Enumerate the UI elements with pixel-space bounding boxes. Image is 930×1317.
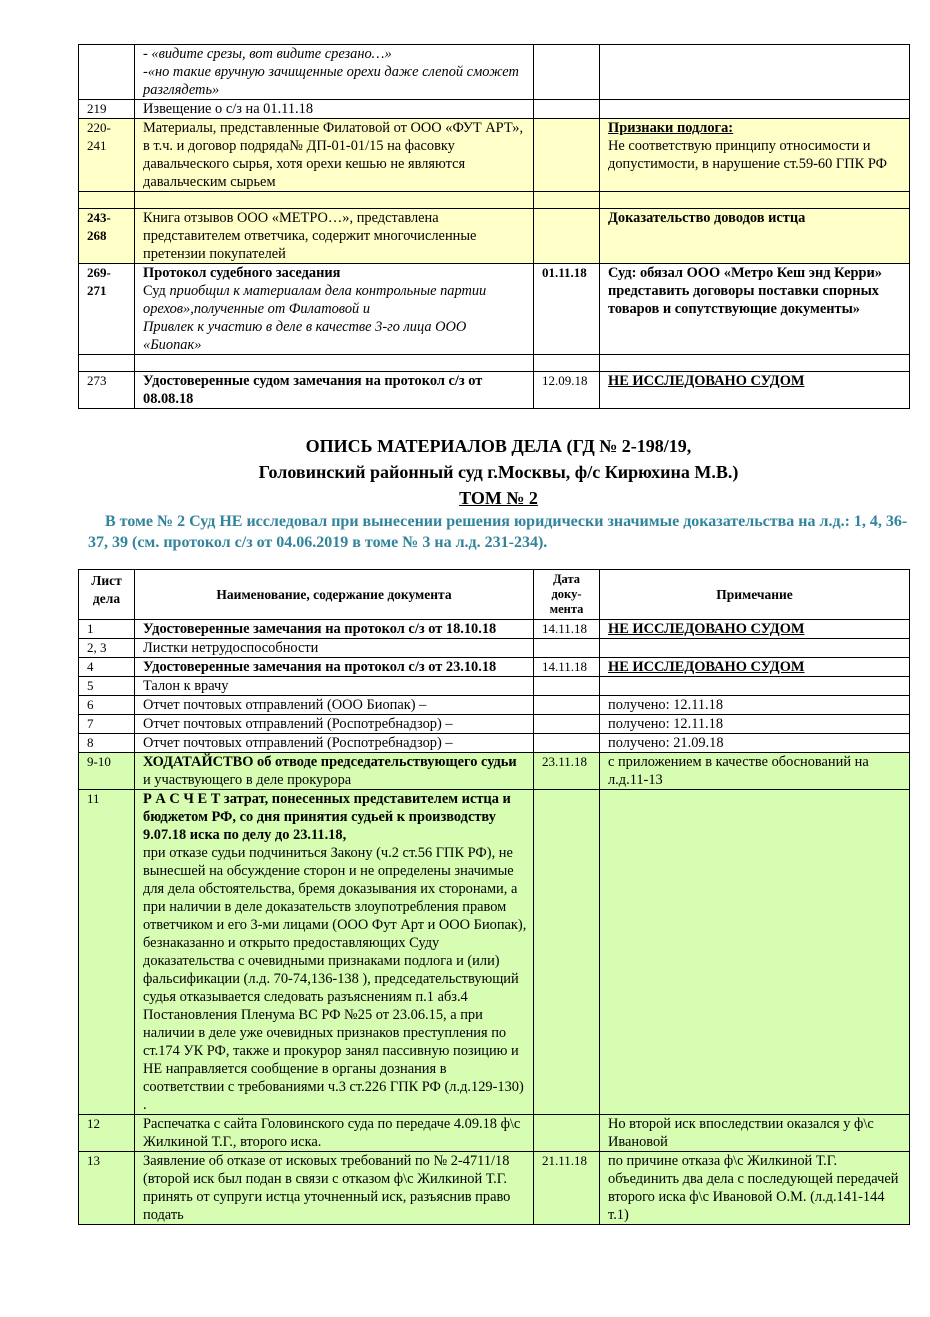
quote-line: - «видите срезы, вот видите срезано…» bbox=[143, 46, 392, 62]
quote-line: -«но такие вручную зачищенные орехи даже слепой сможет разглядеть» bbox=[143, 64, 519, 98]
table-row bbox=[79, 45, 910, 100]
row-num: 269-271 bbox=[79, 264, 135, 355]
table-row bbox=[79, 1115, 910, 1152]
table-row bbox=[79, 658, 910, 677]
header-note: Примечание bbox=[600, 570, 910, 620]
table-row bbox=[79, 753, 910, 790]
content-text-italic: Привлек к участию в деле в качестве 3-го лица ООО «Биопак» bbox=[143, 319, 467, 353]
row-num: 13 bbox=[79, 1152, 135, 1225]
row-num: 1 bbox=[79, 620, 135, 639]
row-content: Талон к врачу bbox=[135, 677, 534, 696]
row-date bbox=[534, 209, 600, 264]
row-note bbox=[600, 45, 910, 100]
row-note: получено: 12.11.18 bbox=[600, 696, 910, 715]
row-num: 9-10 bbox=[79, 753, 135, 790]
table-row bbox=[79, 620, 910, 639]
row-num: 4 bbox=[79, 658, 135, 677]
content-text-italic: приобщил к материалам дела контрольные партии орехов»,полученные от Филатовой и bbox=[143, 283, 487, 317]
row-date: 14.11.18 bbox=[534, 620, 600, 639]
table-row bbox=[79, 677, 910, 696]
row-num: 6 bbox=[79, 696, 135, 715]
row-date bbox=[534, 639, 600, 658]
row-note: НЕ ИССЛЕДОВАНО СУДОМ bbox=[600, 658, 910, 677]
header-num: Лист дела bbox=[79, 570, 135, 620]
table-row bbox=[79, 790, 910, 1115]
row-num: 2, 3 bbox=[79, 639, 135, 658]
row-date bbox=[534, 100, 600, 119]
table-row bbox=[79, 715, 910, 734]
row-note bbox=[600, 100, 910, 119]
row-content: Отчет почтовых отправлений (Роспотребнадзор) – bbox=[135, 715, 534, 734]
table-row bbox=[79, 734, 910, 753]
row-note bbox=[600, 639, 910, 658]
row-note: получено: 21.09.18 bbox=[600, 734, 910, 753]
row-content: Распечатка с сайта Головинского суда по передаче 4.09.18 ф\с Жилкиной Т.Г., второго иска. bbox=[135, 1115, 534, 1152]
row-note: НЕ ИССЛЕДОВАНО СУДОМ bbox=[600, 372, 910, 409]
row-content: Материалы, представленные Филатовой от ООО «ФУТ АРТ», в т.ч. и договор подряда№ ДП-01-01/15 на фасовку давальческого сырья, хотя орехи кешью не являются давальческим сырьем bbox=[135, 119, 534, 192]
row-note bbox=[600, 119, 910, 192]
row-date: 21.11.18 bbox=[534, 1152, 600, 1225]
content-bold: ХОДАТАЙСТВО об отводе председательствующего судьи bbox=[143, 754, 517, 770]
content-text: Суд bbox=[143, 283, 170, 299]
row-note: получено: 12.11.18 bbox=[600, 715, 910, 734]
row-num: 11 bbox=[79, 790, 135, 1115]
row-note: Но второй иск впоследствии оказался у ф\с Ивановой bbox=[600, 1115, 910, 1152]
row-content: Удостоверенные судом замечания на протокол с/з от 08.08.18 bbox=[135, 372, 534, 409]
content-bold: Р А С Ч Е Т затрат, понесенных представителем истца и бюджетом РФ, со дня принятия судьей к производству 9.07.18 иска по делу до 23.11.18, bbox=[143, 791, 511, 843]
inventory-table-vol2 bbox=[78, 569, 910, 1225]
row-date: 23.11.18 bbox=[534, 753, 600, 790]
row-note: по причине отказа ф\с Жилкиной Т.Г. объединить два дела с последующей передачей второго иска ф\с Ивановой О.М. (л.д.141-144 т.1) bbox=[600, 1152, 910, 1225]
row-num: 243-268 bbox=[79, 209, 135, 264]
header-content: Наименование, содержание документа bbox=[135, 570, 534, 620]
row-date bbox=[534, 790, 600, 1115]
table-row bbox=[79, 100, 910, 119]
row-content: Удостоверенные замечания на протокол с/з от 18.10.18 bbox=[135, 620, 534, 639]
table-row bbox=[79, 209, 910, 264]
row-date bbox=[534, 715, 600, 734]
row-num: 273 bbox=[79, 372, 135, 409]
row-note: Суд: обязал ООО «Метро Кеш энд Керри» представить договоры поставки спорных товаров и сопутствующие документы» bbox=[600, 264, 910, 355]
row-content: Отчет почтовых отправлений (Роспотребнадзор) – bbox=[135, 734, 534, 753]
volume-note: В томе № 2 Суд НЕ исследовал при вынесении решения юридически значимые доказательства на л.д.: 1, 4, 36-37, 39 (см. протокол с/з от 04.06.2019 в томе № 3 на л.д. 231-234). bbox=[88, 513, 908, 551]
row-num: 12 bbox=[79, 1115, 135, 1152]
empty-row bbox=[79, 355, 910, 372]
inventory-table-vol1 bbox=[78, 44, 910, 409]
page-title: ОПИСЬ МАТЕРИАЛОВ ДЕЛА (ГД № 2-198/19, bbox=[305, 436, 692, 456]
content-text: и участвующего в деле прокурора bbox=[143, 772, 352, 788]
row-num: 5 bbox=[79, 677, 135, 696]
row-content: Отчет почтовых отправлений (ООО Биопак) – bbox=[135, 696, 534, 715]
row-content bbox=[135, 790, 534, 1115]
row-note: с приложением в качестве обоснований на л.д.11-13 bbox=[600, 753, 910, 790]
table-row bbox=[79, 372, 910, 409]
row-date bbox=[534, 677, 600, 696]
table-row bbox=[79, 639, 910, 658]
row-num: 7 bbox=[79, 715, 135, 734]
row-note: НЕ ИССЛЕДОВАНО СУДОМ bbox=[600, 620, 910, 639]
volume-title: ТОМ № 2 bbox=[459, 488, 538, 508]
row-date bbox=[534, 696, 600, 715]
note-title: Признаки подлога: bbox=[608, 120, 734, 136]
row-date bbox=[534, 119, 600, 192]
content-title: Протокол судебного заседания bbox=[143, 265, 341, 281]
table-row bbox=[79, 264, 910, 355]
row-note bbox=[600, 677, 910, 696]
row-num: 8 bbox=[79, 734, 135, 753]
row-content: Книга отзывов ООО «МЕТРО…», представлена представителем ответчика, содержит многочисленные претензии покупателей bbox=[135, 209, 534, 264]
table-header-row bbox=[79, 570, 910, 620]
row-num: 219 bbox=[79, 100, 135, 119]
header-date: Дата доку-мента bbox=[534, 570, 600, 620]
row-content bbox=[135, 45, 534, 100]
row-note: Доказательство доводов истца bbox=[600, 209, 910, 264]
table-row bbox=[79, 119, 910, 192]
row-num bbox=[79, 45, 135, 100]
content-text: при отказе судьи подчиниться Закону (ч.2 ст.56 ГПК РФ), не вынесшей на обсуждение сторон и не определены значимые для дела обстоятельства, бремя доказывания их сторонами, а при наличии в деле доказательств злоупотребления правом ответчиком и его 3-ми лицами (ООО Фут Арт и ООО Биопак), безнаказанно и открыто предоставляющих Суду доказательства с очевидными признаками подлога и (или) фальсификации (л.д. 70-74,136-138 ), председательствующий судья отказывается следовать разъяснениям п.1 абз.4 Постановления Пленума ВС РФ №25 от 23.06.15, а при наличии в деле уже очевидных признаков преступления по ст.174 УК РФ, также и прокурор занял пассивную позицию и НЕ направляется сообщение в органы дознания в соответствии с требованиями ч.3 ст.226 ГПК РФ (л.д.129-130) . bbox=[143, 845, 527, 1113]
row-date bbox=[534, 45, 600, 100]
empty-row bbox=[79, 192, 910, 209]
row-note bbox=[600, 790, 910, 1115]
row-date: 14.11.18 bbox=[534, 658, 600, 677]
row-date bbox=[534, 734, 600, 753]
row-content: Извещение о с/з на 01.11.18 bbox=[135, 100, 534, 119]
note-text: Не соответствую принципу относимости и допустимости, в нарушение ст.59-60 ГПК РФ bbox=[608, 138, 887, 172]
page-subtitle: Головинский районный суд г.Москвы, ф/с Кирюхина М.В.) bbox=[258, 462, 739, 482]
row-date: 01.11.18 bbox=[534, 264, 600, 355]
table-row bbox=[79, 696, 910, 715]
row-date bbox=[534, 1115, 600, 1152]
table-row bbox=[79, 1152, 910, 1225]
row-date: 12.09.18 bbox=[534, 372, 600, 409]
row-content: Удостоверенные замечания на протокол с/з от 23.10.18 bbox=[135, 658, 534, 677]
row-content bbox=[135, 753, 534, 790]
row-content: Заявление об отказе от исковых требований по № 2-4711/18 (второй иск был подан в связи с отказом ф\с Жилкиной Т.Г. принять от супруги истца уточненный иск, разъяснив право подать bbox=[135, 1152, 534, 1225]
row-content bbox=[135, 264, 534, 355]
row-content: Листки нетрудоспособности bbox=[135, 639, 534, 658]
row-num: 220-241 bbox=[79, 119, 135, 192]
